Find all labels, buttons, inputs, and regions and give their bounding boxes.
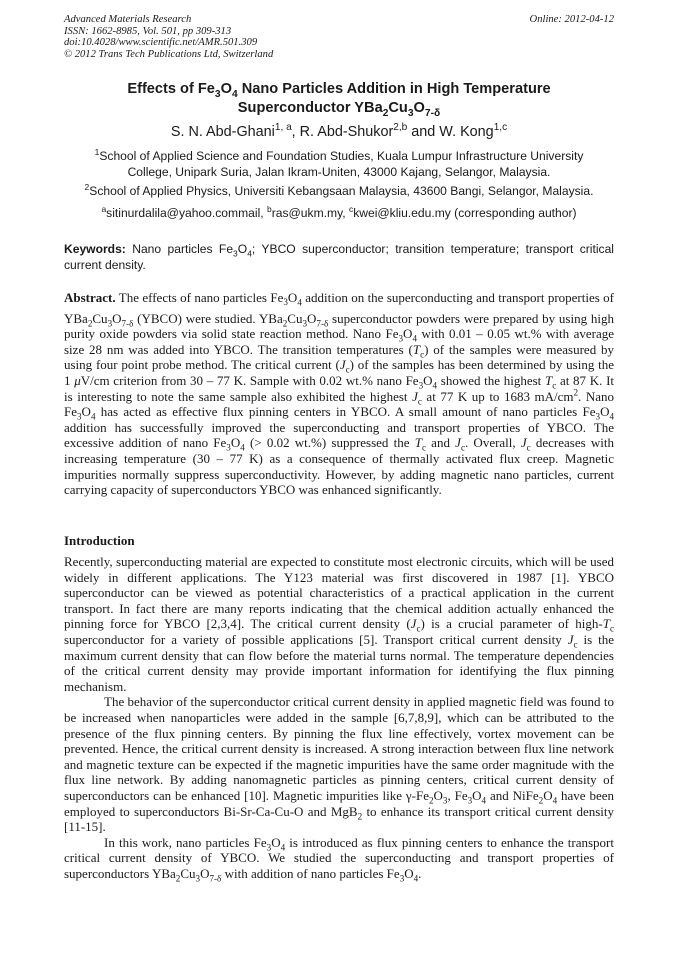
abstract-text: The effects of nano particles Fe [115,290,284,305]
intro-text: The behavior of the superconductor critical current density in applied magnetic field was found to be increased when nanoparticles were added in the sample [6,7,8,9], which can be attributed to the presence of the flux pinning centers. By pinning the flux line effectively, vortex movement can be prevented. Hence, the critical current density is increased. A strong interaction between flux line network and magnetic texture can be expected if the magnetic impurities have the same order magnitude with the flux line network. By adding nanomagnetic particles as pinning centers, critical current density of superconductors can be enhanced [10]. Magnetic impurities like γ-Fe [64,694,614,803]
title-text: Cu [388,100,408,116]
abstract [64,290,614,498]
author-name: S. N. Abd-Ghani [170,124,275,140]
abstract-italic: μ [74,372,81,388]
aff-sup: 2 [84,181,90,192]
kw-text: O [237,242,248,256]
introduction-body [64,554,614,884]
copyright: © 2012 Trans Tech Publications Ltd, Switzerland [64,48,274,60]
intro-sub: 2 [175,873,181,884]
aff-sup: 1 [94,146,100,157]
kw-sub: 4 [247,248,252,259]
intro-text: O [472,787,482,803]
author-name: and W. Kong [407,124,494,140]
abstract-sub: c [345,364,350,375]
intro-sub: 4 [413,873,419,884]
intro-text: is introduced as flux pinning centers to enhance the transport critical current density of YBCO. We studied the superconducting and transport properties of superconductors YBa [64,834,614,881]
title-sub: 4 [231,88,238,100]
abstract-label: Abstract. [64,290,116,305]
intro-italic: J [567,631,574,647]
abstract-sup: 2 [573,387,579,398]
abstract-text: O [307,310,317,326]
abstract-sub: 4 [240,442,245,453]
kw-text: Nano particles Fe [125,242,234,256]
intro-text: with addition of nano particles Fe [221,865,400,881]
abstract-sub: 7-δ [121,318,134,329]
abstract-italic: J [520,435,527,451]
intro-text: to enhance its transport critical current density [11-15]. [64,803,614,835]
affiliation-1 [64,146,614,180]
intro-sub: 3 [266,842,272,853]
intro-italic: T [602,616,610,632]
abstract-sub: c [417,396,422,407]
author-list [64,123,614,141]
intro-paragraph-3 [64,835,614,882]
title-text: O [413,100,425,116]
intro-text: have been employed to superconductors Bi-Sr-Ca-Cu-O and MgB [64,787,614,819]
author-name: , R. Abd-Shukor [291,124,394,140]
abstract-text: has acted as effective flux pinning centers in YBCO. A small amount of nano particles Fe [95,404,596,420]
title-text: O [220,81,232,97]
intro-sub: 3 [399,873,405,884]
abstract-text: ) of the samples has been determined by using the 1 [64,357,614,388]
aff-text: School of Applied Science and Foundation Studies, Kuala Lumpur Infrastructure University [99,149,584,163]
abstract-text: O [81,404,91,420]
intro-text: O [271,834,281,850]
abstract-text: addition on the superconducting and transport properties of YBa [64,290,615,326]
abstract-sub: 3 [398,333,404,344]
intro-sub: 2 [357,811,363,822]
intro-paragraph-2 [64,694,614,834]
keywords [64,242,614,273]
abstract-text: showed the highest [437,372,545,388]
email-link[interactable]: sitinurdalila@yahoo.commail, [106,206,267,220]
abstract-text: (> 0.02 wt.%) suppressed the [244,435,415,451]
intro-text: ) is a crucial parameter of high- [420,616,603,632]
intro-sub: 4 [481,795,487,806]
doi: doi:10.4028/www.scientific.net/AMR.501.309 [64,37,258,49]
title-text: Superconductor YBa [237,100,383,116]
abstract-sub: c [420,349,425,360]
abstract-text: and [425,435,456,451]
title-sub: 3 [214,88,221,100]
abstract-sub: 3 [226,442,231,453]
paper-title [64,80,614,118]
abstract-sub: 2 [87,318,93,329]
intro-text: . [418,865,422,881]
abstract-text: O [112,310,122,326]
abstract-sub: 4 [432,380,438,391]
title-sub: 7-δ [424,107,441,119]
abstract-text: decreases with increasing temperature (30 – 77 K) as a consequence of thermally activated flux creep. Magnetic impurities normally suppress superconductivity. However, by adding magnetic nano particles, current carrying capacity of superconductors YBCO was enhanced significantly. [64,435,614,498]
abstract-text: O [600,404,610,420]
abstract-text: O [287,290,298,305]
abstract-sub: 2 [282,318,288,329]
aff-text: College, Unipark Suria, Jalan Ikram-Uniten, 43000 Kajang, Selangor, Malaysia. [127,164,551,179]
author-sup: 1, a [274,122,292,134]
abstract-sub: 3 [595,411,601,422]
abstract-text: at 87 K. It is interesting to note the same sample also exhibited the highest [64,372,615,404]
abstract-text: at 77 K up to 1683 mA/cm [421,388,574,404]
online-date: Online: 2012-04-12 [529,14,614,25]
intro-text: superconductor for a variety of possible applications [5]. Transport critical current density [64,631,568,647]
abstract-italic: T [412,341,421,357]
intro-italic: J [410,616,417,632]
intro-text: In this work, nano particles Fe [104,834,267,850]
title-text: Nano Particles Addition in High Temperature [237,81,551,97]
intro-sub: 7-δ [209,873,222,884]
keywords-label: Keywords: [64,242,126,256]
intro-sub: 3 [195,873,201,884]
title-sub: 3 [407,107,414,119]
abstract-text: V/cm criterion from 30 – 77 K. Sample with 0.02 wt.% nano Fe [80,372,419,388]
section-heading-introduction: Introduction [64,533,135,548]
intro-text: O [404,865,414,881]
email-link[interactable]: kwei@kliu.edu.my (corresponding author) [353,206,577,220]
intro-sub: c [609,623,614,634]
intro-sub: 3 [467,795,473,806]
abstract-sub: 4 [412,333,417,344]
abstract-sub: 3 [418,380,424,391]
author-sup: 2,b [393,122,408,134]
intro-text: , Fe [447,787,468,803]
abstract-sub: 4 [297,297,302,308]
abstract-text: with 0.01 – 0.05 wt.% with average size 28 nm was added into YBCO. The transition temperatures ( [64,326,615,357]
title-text: Effects of Fe [127,81,215,97]
abstract-text: O [423,372,433,388]
kw-sub: 3 [233,248,238,259]
intro-sub: 2 [428,795,434,806]
intro-text: O [200,865,210,881]
intro-sub: 4 [552,795,558,806]
email-list [64,203,614,222]
journal-name: Advanced Materials Research [64,14,192,25]
intro-text: Recently, superconducting material are expected to constitute most electronic circuits, which will be used widely in different applications. The Y123 material was first discovered in 1987 [1]. YBCO superconductor can be viewed as potential characteristics of a practical application in the current transport. In fact there are many reports indicating that the chemical addition actually enhanced the pinning force for YBCO [2,3,4]. The critical current density ( [64,554,614,632]
intro-text: O [543,787,553,803]
abstract-sub: 3 [283,297,288,307]
intro-text: and NiFe [486,787,539,803]
abstract-text: . Nano Fe [64,388,614,420]
abstract-text: ) of the samples were measured by using four point probe method. The critical current ( [64,341,614,373]
kw-text: ; YBCO superconductor; transition temperature; transport critical current density. [64,242,614,272]
abstract-sub: 3 [77,411,82,422]
email-sup: c [348,203,354,214]
intro-text: Cu [180,865,196,881]
abstract-sub: c [526,442,531,453]
email-link[interactable]: ras@ukm.my, [271,206,349,220]
abstract-sub: 7-δ [316,318,329,329]
abstract-sub: 3 [107,318,113,329]
title-sub: 2 [382,107,389,119]
intro-text: is the maximum current density that can flow before the material turns normal. The temperature dependencies of the critical current density may provide important information for identifying the flux pinning mechanism. [64,631,614,694]
journal-header [64,14,273,60]
abstract-italic: T [545,372,553,388]
abstract-text: superconductor powders were prepared by using high purity oxide powders via solid state reaction method. Nano Fe [64,310,614,342]
intro-text: O [433,787,443,803]
abstract-text: O [403,326,413,342]
intro-paragraph-1 [64,554,614,694]
affiliation-2 [64,181,614,200]
aff-text: School of Applied Physics, Universiti Kebangsaan Malaysia, 43600 Bangi, Selangor, Malaysia. [89,184,594,198]
intro-sub: 2 [538,795,544,806]
abstract-text: . Overall, [464,435,521,451]
abstract-text: Cu [287,310,303,326]
abstract-text: Cu [92,310,108,326]
abstract-text: addition has successfully improved the superconducting and transport properties of YBCO. The excessive addition of nano Fe [64,419,614,451]
abstract-text: O [230,435,241,451]
intro-sub: 4 [280,842,286,853]
abstract-sub: 4 [609,411,614,422]
abstract-sub: 4 [90,411,96,422]
intro-sub: 3 [442,795,448,806]
abstract-sub: c [421,442,426,453]
abstract-italic: J [455,435,461,451]
abstract-italic: J [412,388,418,404]
abstract-text: (YBCO) were studied. YBa [133,310,283,326]
email-sup: a [101,203,107,214]
abstract-sub: c [552,380,557,391]
abstract-italic: T [414,435,422,451]
intro-sub: c [573,639,578,650]
abstract-sub: 3 [302,318,307,329]
issn: ISSN: 1662-8985, Vol. 501, pp 309-313 [64,25,232,37]
author-sup: 1,c [493,122,508,134]
email-sup: b [267,203,272,214]
abstract-sub: c [460,442,465,453]
intro-sub: c [416,623,421,634]
abstract-italic: J [339,357,346,373]
